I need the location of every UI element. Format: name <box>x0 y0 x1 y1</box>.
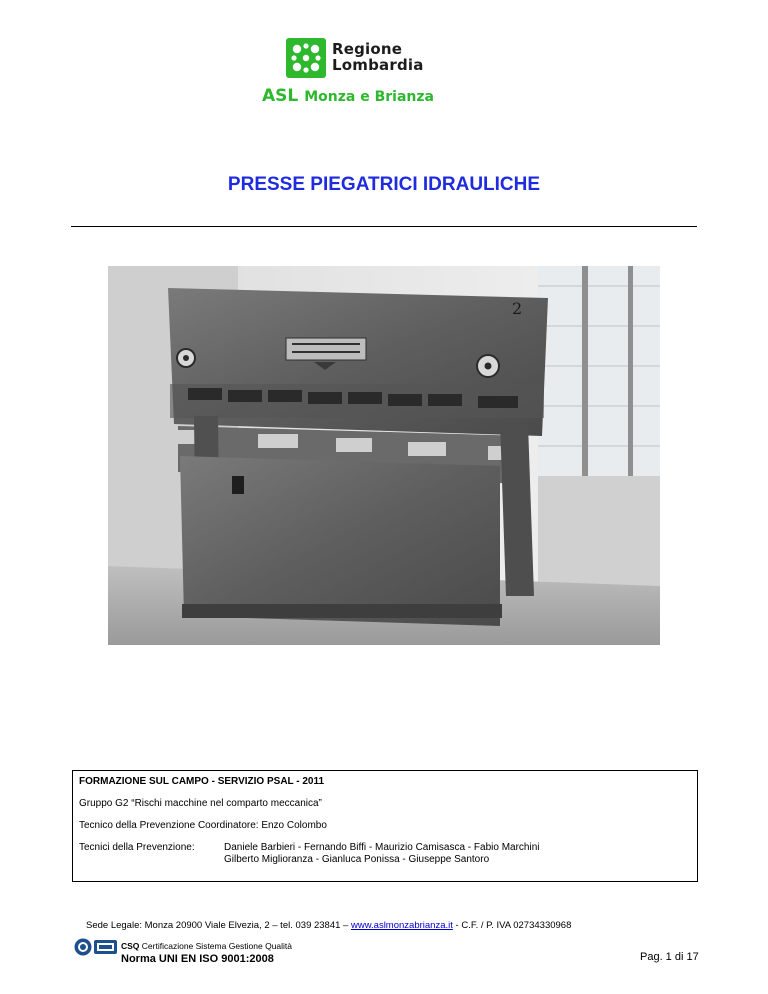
footer-address-start: Sede Legale: Monza 20900 Viale Elvezia, 2 – tel. 039 23841 – <box>86 920 351 931</box>
footer-address <box>86 920 726 931</box>
certification-text <box>121 940 292 965</box>
credits-heading: FORMAZIONE SUL CAMPO - SERVIZIO PSAL - 2011 <box>79 776 325 787</box>
technicians-line-1: Daniele Barbieri - Fernando Biffi - Maurizio Camisasca - Fabio Marchini <box>224 842 540 853</box>
logo-text <box>332 41 424 73</box>
iso-norm: Norma UNI EN ISO 9001:2008 <box>121 953 274 965</box>
technicians-label: Tecnici della Prevenzione: <box>79 842 195 853</box>
logo-line-regione: Regione <box>332 40 403 58</box>
cert-description: Certificazione Sistema Gestione Qualità <box>139 941 293 951</box>
technicians-names <box>224 842 691 866</box>
rosa-camuna-icon <box>286 38 326 78</box>
asl-prefix: ASL <box>262 86 299 106</box>
credits-box <box>72 770 698 882</box>
asl-area: Monza e Brianza <box>304 89 434 105</box>
press-brake-photo <box>108 266 660 645</box>
website-link[interactable]: www.aslmonzabrianza.it <box>350 920 453 931</box>
regione-lombardia-logo <box>286 38 446 78</box>
csq-certification-logo-icon <box>74 937 118 957</box>
title-divider <box>71 226 697 227</box>
page-number: Pag. 1 di 17 <box>640 951 699 963</box>
credits-coordinator: Tecnico della Prevenzione Coordinatore: Enzo Colombo <box>79 820 327 831</box>
machine-number: 2 <box>512 299 523 318</box>
page-title: PRESSE PIEGATRICI IDRAULICHE <box>227 174 541 195</box>
cert-brand: CSQ <box>121 941 140 951</box>
logo-line-lombardia: Lombardia <box>332 56 424 74</box>
credits-technicians <box>79 842 691 866</box>
certification-line <box>121 940 292 952</box>
footer-address-end: - C.F. / P. IVA 02734330968 <box>452 920 572 931</box>
technicians-line-2: Gilberto Miglioranza - Gianluca Ponissa - Giuseppe Santoro <box>224 854 490 865</box>
asl-name <box>262 86 502 106</box>
credits-group: Gruppo G2 “Rischi macchine nel comparto meccanica” <box>79 798 322 809</box>
